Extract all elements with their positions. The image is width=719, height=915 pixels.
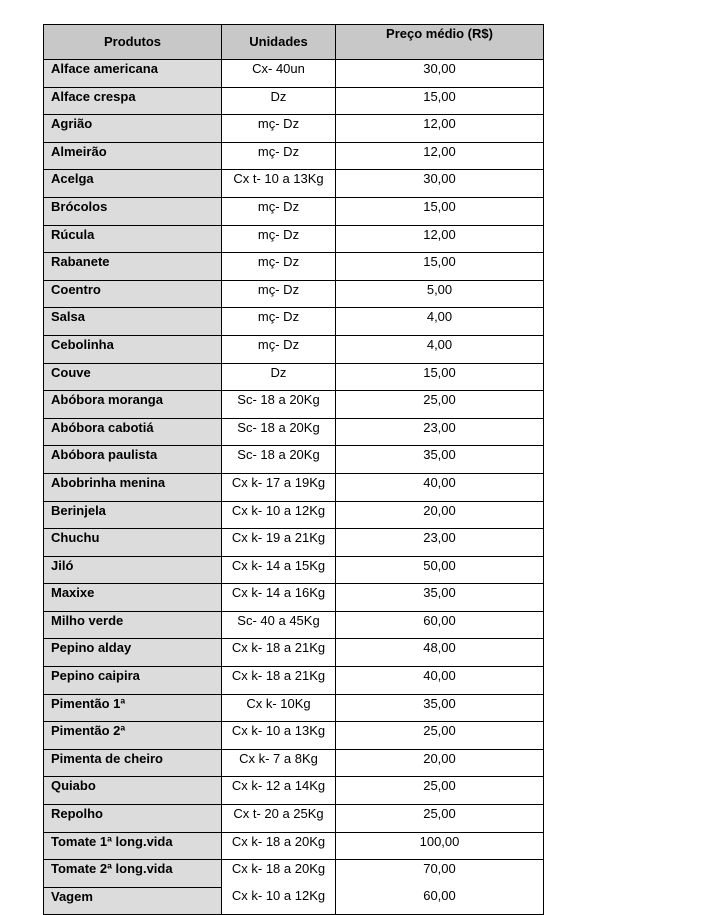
unit-cell: Cx- 40un — [222, 60, 336, 88]
price-cell: 40,00 — [336, 667, 544, 695]
price-cell: 40,00 — [336, 473, 544, 501]
table-row — [44, 887, 544, 915]
table-row — [44, 87, 544, 115]
price-cell: 60,00 — [336, 887, 544, 915]
price-cell: 4,00 — [336, 308, 544, 336]
price-cell: 20,00 — [336, 501, 544, 529]
header-row — [44, 25, 544, 60]
price-cell: 30,00 — [336, 170, 544, 198]
table-row — [44, 805, 544, 833]
unit-cell: Dz — [222, 363, 336, 391]
table-row — [44, 446, 544, 474]
table-row — [44, 611, 544, 639]
table-row — [44, 308, 544, 336]
price-cell: 23,00 — [336, 418, 544, 446]
unit-cell: mç- Dz — [222, 335, 336, 363]
product-cell: Rabanete — [44, 253, 222, 281]
product-cell: Milho verde — [44, 611, 222, 639]
header-products: Produtos — [44, 25, 222, 60]
price-cell: 35,00 — [336, 446, 544, 474]
price-cell: 15,00 — [336, 87, 544, 115]
table-row — [44, 777, 544, 805]
unit-cell: Cx k- 12 a 14Kg — [222, 777, 336, 805]
unit-cell: Cx k- 14 a 16Kg — [222, 584, 336, 612]
price-cell: 30,00 — [336, 60, 544, 88]
product-cell: Abobrinha menina — [44, 473, 222, 501]
price-cell: 60,00 — [336, 611, 544, 639]
unit-cell: Sc- 18 a 20Kg — [222, 418, 336, 446]
product-cell: Pimentão 2ª — [44, 722, 222, 750]
price-cell: 12,00 — [336, 142, 544, 170]
table-row — [44, 639, 544, 667]
table-row — [44, 225, 544, 253]
price-cell: 25,00 — [336, 722, 544, 750]
price-cell: 25,00 — [336, 391, 544, 419]
price-cell: 23,00 — [336, 529, 544, 557]
table-row — [44, 694, 544, 722]
table-row — [44, 529, 544, 557]
table-row — [44, 749, 544, 777]
product-cell: Agrião — [44, 115, 222, 143]
unit-cell: Cx t- 10 a 13Kg — [222, 170, 336, 198]
table-row — [44, 584, 544, 612]
product-cell: Salsa — [44, 308, 222, 336]
unit-cell: mç- Dz — [222, 142, 336, 170]
product-cell: Coentro — [44, 280, 222, 308]
table-row — [44, 722, 544, 750]
price-cell: 25,00 — [336, 805, 544, 833]
table-row — [44, 335, 544, 363]
product-cell: Rúcula — [44, 225, 222, 253]
price-cell: 15,00 — [336, 197, 544, 225]
unit-cell: mç- Dz — [222, 197, 336, 225]
product-cell: Chuchu — [44, 529, 222, 557]
product-cell: Maxixe — [44, 584, 222, 612]
unit-cell: Cx k- 10 a 12Kg — [222, 887, 336, 915]
table-row — [44, 860, 544, 888]
unit-cell: Sc- 18 a 20Kg — [222, 391, 336, 419]
product-cell: Brócolos — [44, 197, 222, 225]
price-cell: 12,00 — [336, 115, 544, 143]
table-row — [44, 832, 544, 860]
product-cell: Abóbora cabotiá — [44, 418, 222, 446]
unit-cell: mç- Dz — [222, 225, 336, 253]
unit-cell: Sc- 40 a 45Kg — [222, 611, 336, 639]
product-cell: Pepino alday — [44, 639, 222, 667]
price-cell: 25,00 — [336, 777, 544, 805]
unit-cell: Cx k- 18 a 20Kg — [222, 832, 336, 860]
table-row — [44, 142, 544, 170]
unit-cell: Cx k- 18 a 21Kg — [222, 667, 336, 695]
unit-cell: mç- Dz — [222, 253, 336, 281]
table-header — [44, 25, 544, 60]
header-units: Unidades — [222, 25, 336, 60]
table-row — [44, 60, 544, 88]
price-cell: 15,00 — [336, 363, 544, 391]
price-cell: 35,00 — [336, 694, 544, 722]
product-cell: Pepino caipira — [44, 667, 222, 695]
unit-cell: Cx k- 10 a 12Kg — [222, 501, 336, 529]
product-cell: Almeirão — [44, 142, 222, 170]
product-cell: Jiló — [44, 556, 222, 584]
price-cell: 35,00 — [336, 584, 544, 612]
product-cell: Tomate 1ª long.vida — [44, 832, 222, 860]
product-cell: Tomate 2ª long.vida — [44, 860, 222, 888]
unit-cell: mç- Dz — [222, 280, 336, 308]
table-row — [44, 115, 544, 143]
unit-cell: Cx k- 18 a 20Kg — [222, 860, 336, 888]
unit-cell: Cx k- 10 a 13Kg — [222, 722, 336, 750]
product-cell: Quiabo — [44, 777, 222, 805]
price-table — [43, 24, 544, 915]
table-body — [44, 60, 544, 915]
product-cell: Repolho — [44, 805, 222, 833]
product-cell: Alface crespa — [44, 87, 222, 115]
price-cell: 50,00 — [336, 556, 544, 584]
unit-cell: Cx k- 10Kg — [222, 694, 336, 722]
price-cell: 100,00 — [336, 832, 544, 860]
table-row — [44, 501, 544, 529]
table-row — [44, 418, 544, 446]
unit-cell: Cx t- 20 a 25Kg — [222, 805, 336, 833]
header-average-price: Preço médio (R$) — [336, 25, 544, 60]
product-cell: Acelga — [44, 170, 222, 198]
price-cell: 70,00 — [336, 860, 544, 888]
product-cell: Abóbora moranga — [44, 391, 222, 419]
price-cell: 20,00 — [336, 749, 544, 777]
table-row — [44, 391, 544, 419]
product-cell: Pimentão 1ª — [44, 694, 222, 722]
table-row — [44, 556, 544, 584]
price-cell: 5,00 — [336, 280, 544, 308]
table-row — [44, 253, 544, 281]
unit-cell: mç- Dz — [222, 115, 336, 143]
table-row — [44, 170, 544, 198]
unit-cell: Cx k- 17 a 19Kg — [222, 473, 336, 501]
product-cell: Alface americana — [44, 60, 222, 88]
table-row — [44, 197, 544, 225]
price-cell: 4,00 — [336, 335, 544, 363]
table-row — [44, 473, 544, 501]
unit-cell: Sc- 18 a 20Kg — [222, 446, 336, 474]
product-cell: Cebolinha — [44, 335, 222, 363]
table-row — [44, 363, 544, 391]
unit-cell: Dz — [222, 87, 336, 115]
unit-cell: mç- Dz — [222, 308, 336, 336]
unit-cell: Cx k- 18 a 21Kg — [222, 639, 336, 667]
unit-cell: Cx k- 7 a 8Kg — [222, 749, 336, 777]
unit-cell: Cx k- 14 a 15Kg — [222, 556, 336, 584]
price-cell: 48,00 — [336, 639, 544, 667]
product-cell: Pimenta de cheiro — [44, 749, 222, 777]
price-cell: 12,00 — [336, 225, 544, 253]
table-row — [44, 667, 544, 695]
price-cell: 15,00 — [336, 253, 544, 281]
table-row — [44, 280, 544, 308]
product-cell: Berinjela — [44, 501, 222, 529]
product-cell: Vagem — [44, 887, 222, 915]
unit-cell: Cx k- 19 a 21Kg — [222, 529, 336, 557]
product-cell: Abóbora paulista — [44, 446, 222, 474]
product-cell: Couve — [44, 363, 222, 391]
